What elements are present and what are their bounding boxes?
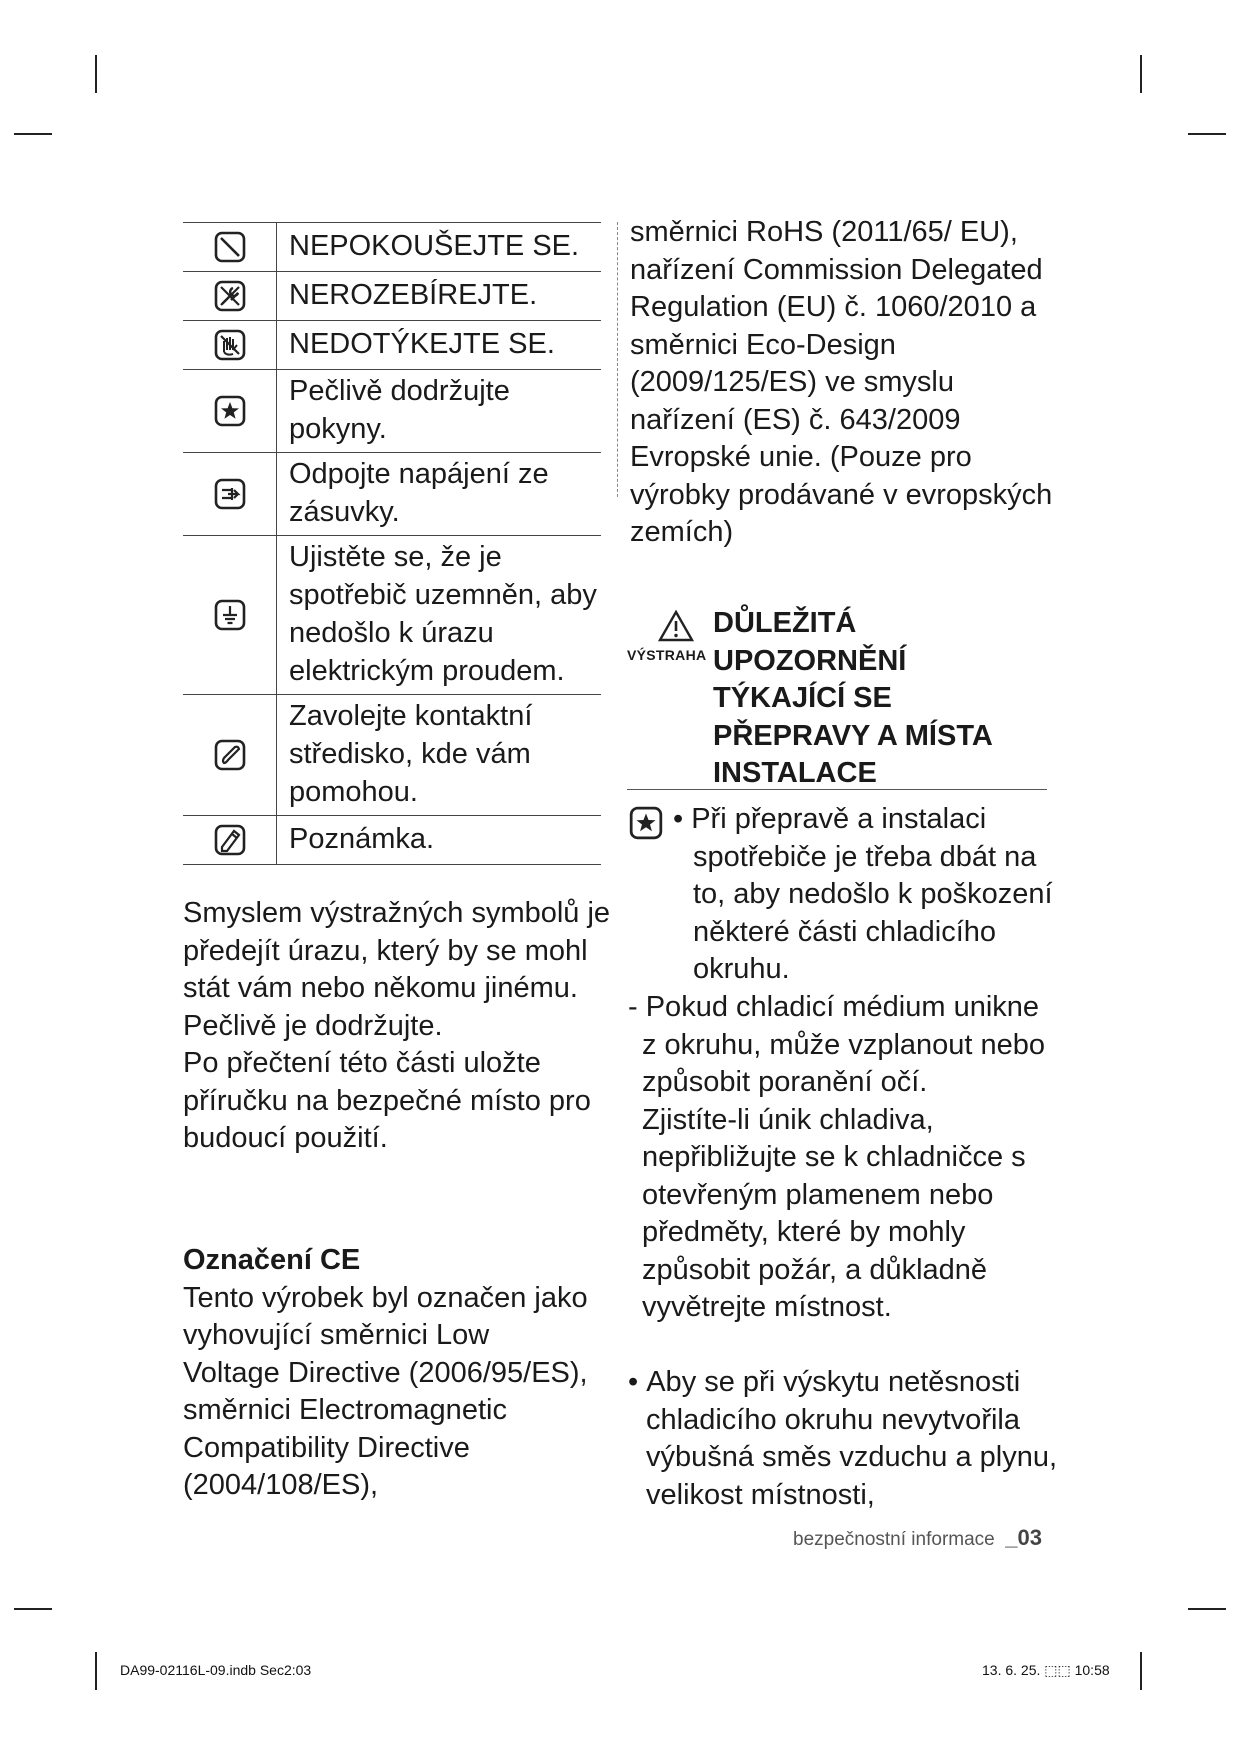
table-row [183,272,601,321]
ground-icon [213,598,247,632]
dash-text: Pokud chladicí médium unikne z okruhu, může vzplanout nebo způsobit poranění očí. [642,991,1046,1098]
ce-text-continued: směrnici RoHS (2011/65/ EU), nařízení Commission Delegated Regulation (EU) č. 1060/2010 a směrnici Eco-Design (2009/125/ES) ve smyslu nařízení (ES) č. 643/2009 Evropské unie. (Pouze pro výrobky prodávané v evropských zemích) [630,216,1053,548]
page-footer [793,1525,1042,1551]
star-icon [213,394,247,428]
crop-mark [1188,1608,1226,1610]
note-pencil-icon [213,823,247,857]
symbol-text: NEDOTÝKEJTE SE. [277,321,602,370]
ce-heading: Označení CE [183,1244,361,1276]
table-row [183,223,601,272]
list-item: • Při přepravě a instalaci spotřebiče je třeba dbát na to, aby nedošlo k poškození některé části chladicího okruhu. [673,803,1053,985]
phone-icon [213,738,247,772]
bullet-text: Při přepravě a instalaci spotřebiče je třeba dbát na to, aby nedošlo k poškození některé části chladicího okruhu. [691,803,1053,985]
crop-mark [1140,1652,1142,1690]
crop-mark [95,1652,97,1690]
column-divider [617,222,618,497]
table-row [183,695,601,816]
transport-list [673,801,1053,989]
symbol-text: Pečlivě dodržujte pokyny. [277,370,602,453]
crop-mark [14,133,52,135]
list-item: • Aby se při výskytu netěsnosti chladicího okruhu nevytvořila výbušná směs vzduchu a plynu, velikost místnosti, [628,1366,1058,1511]
intro-text [183,895,613,1158]
intro-paragraph: Pečlivě je dodržujte. [183,1009,443,1042]
table-row [183,536,601,695]
bullet-text: Aby se při výskytu netěsnosti chladicího okruhu nevytvořila výbušná směs vzduchu a plynu, velikost místnosti, [646,1366,1058,1511]
table-row [183,370,601,453]
symbol-text: NEPOKOUŠEJTE SE. [277,223,602,272]
symbol-text: Zavolejte kontaktní středisko, kde vám pomohou. [277,695,602,816]
prohibited-icon [213,230,247,264]
intro-paragraph: Smyslem výstražných symbolů je předejít úrazu, který by se mohl stát vám nebo někomu jinému. [183,897,611,1004]
star-icon [628,805,664,841]
page-number-prefix: _ [1005,1525,1018,1550]
unplug-icon [213,477,247,511]
crop-mark [1140,55,1142,93]
table-row [183,453,601,536]
warning-triangle-icon [657,609,695,643]
table-row [183,321,601,370]
warning-label: VÝSTRAHA [627,647,707,663]
ce-text: Tento výrobek byl označen jako vyhovující směrnici Low Voltage Directive (2006/95/ES), směrnici Electromagnetic Compatibility Directive (2004/108/ES), [183,1281,588,1501]
symbol-text: Poznámka. [277,816,602,865]
no-touch-hand-icon [213,328,247,362]
ce-section [183,1242,613,1505]
crop-mark [14,1608,52,1610]
symbol-legend-table [183,222,601,865]
table-row [183,816,601,865]
no-disassembly-icon [213,279,247,313]
list-item: - Pokud chladicí médium unikne z okruhu, může vzplanout nebo způsobit poranění očí. [628,991,1046,1098]
transport-list-2 [628,1364,1058,1514]
intro-paragraph: Po přečtení této části uložte příručku na bezpečné místo pro budoucí použití. [183,1047,591,1154]
warning-heading-block [627,605,1047,790]
crop-mark [95,55,97,93]
symbol-text: Odpojte napájení ze zásuvky. [277,453,602,536]
list-item-continued: Zjistíte-li únik chladiva, nepřibližujte se k chladničce s otevřeným plamenem nebo předměty, které by mohly způsobit požár, a důkladně vyvětrejte místnost. [642,1103,1026,1323]
transport-sublist [628,989,1058,1327]
section-name: bezpečnostní informace [793,1529,995,1550]
print-slug-file: DA99-02116L-09.indb Sec2:03 [120,1662,312,1678]
symbol-text: NEROZEBÍREJTE. [277,272,602,321]
crop-mark [1188,133,1226,135]
warning-title: DŮLEŽITÁ UPOZORNĚNÍ TÝKAJÍCÍ SE PŘEPRAVY A MÍSTA INSTALACE [713,607,992,789]
symbol-text: Ujistěte se, že je spotřebič uzemněn, aby nedošlo k úrazu elektrickým proudem. [277,536,602,695]
print-slug-date: 13. 6. 25. ⬚⬚ 10:58 [982,1662,1110,1678]
page-number: 03 [1017,1525,1043,1550]
